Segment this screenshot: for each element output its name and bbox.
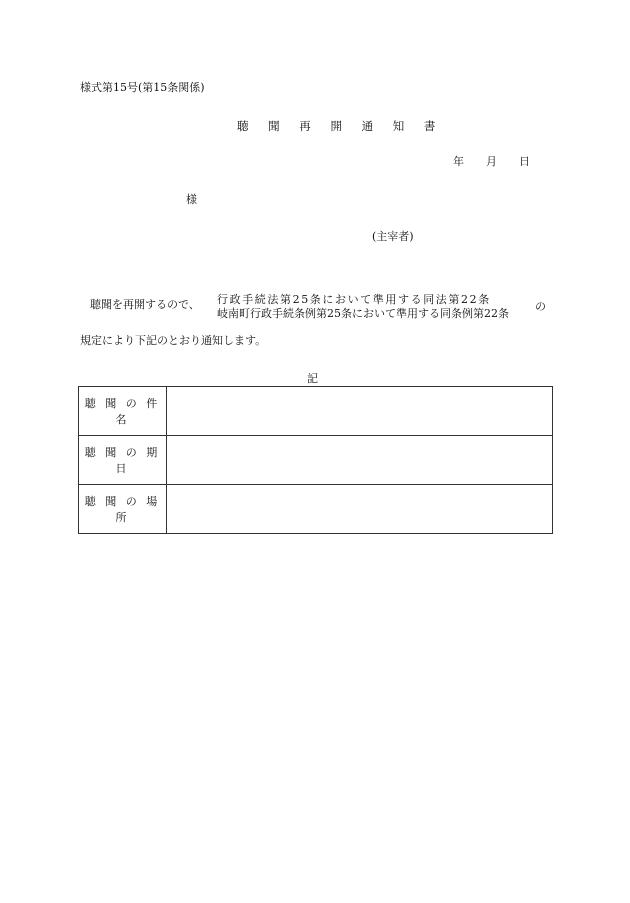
- date-line: [453, 156, 530, 167]
- date-year: 年: [453, 155, 464, 168]
- intro-text: 聴聞を再開するので、: [90, 298, 200, 311]
- clause-line-1: 行政手続法第25条において準用する同法第22条: [217, 293, 491, 306]
- clause-line-2: 岐南町行政手続条例第25条において準用する同条例第22条: [217, 307, 509, 320]
- row-value-subject: [167, 387, 553, 436]
- presider-label: (主宰者): [372, 230, 414, 243]
- row-value-place: [167, 485, 553, 534]
- legal-clause: [217, 293, 509, 321]
- document-title: 聴 聞 再 開 通 知 書: [237, 119, 444, 133]
- table-row: [79, 387, 553, 436]
- addressee-suffix: 様: [186, 193, 197, 206]
- date-day: 日: [519, 155, 530, 168]
- row-label-date: 聴 聞 の 期 日: [79, 436, 167, 485]
- closing-text: 規定により下記のとおり通知します。: [80, 334, 267, 347]
- clause-particle: の: [535, 300, 546, 313]
- table-row: [79, 485, 553, 534]
- row-value-date: [167, 436, 553, 485]
- form-number: 様式第15号(第15条関係): [80, 81, 205, 94]
- hearing-details-table: [78, 386, 553, 534]
- row-label-place: 聴 聞 の 場 所: [79, 485, 167, 534]
- ki-heading: 記: [307, 372, 318, 385]
- date-month: 月: [486, 155, 497, 168]
- row-label-subject: 聴 聞 の 件 名: [79, 387, 167, 436]
- table-row: [79, 436, 553, 485]
